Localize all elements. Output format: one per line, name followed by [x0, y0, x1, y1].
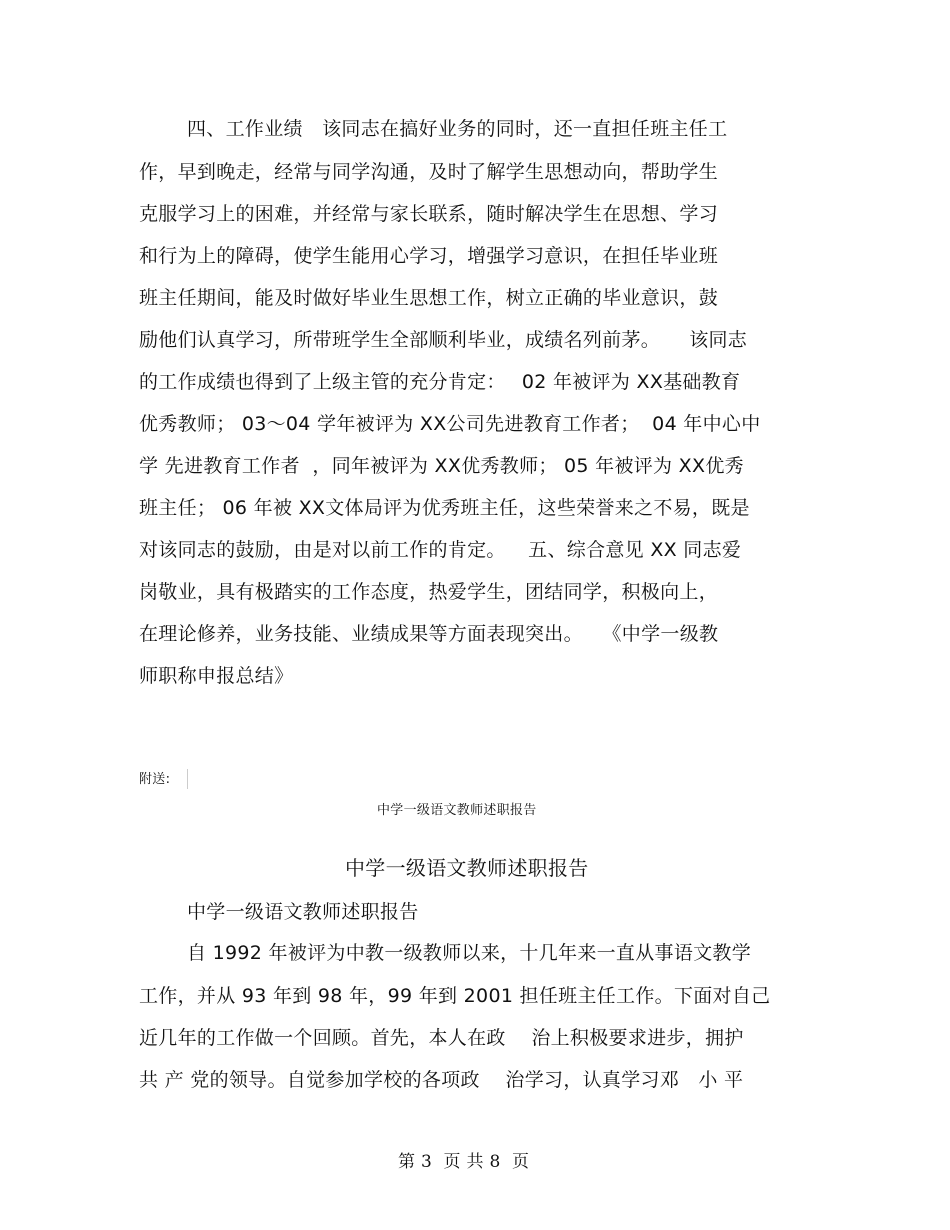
text-line: 自 1992 年被评为中教一级教师以来，十几年来一直从事语文教学 [187, 942, 752, 964]
text-line: 班主任期间，能及时做好毕业生思想工作，树立正确的毕业意识，鼓 [139, 287, 719, 309]
attachment-divider [187, 769, 188, 789]
text-line: 近几年的工作做一个回顾。首先，本人在政 治上积极要求进步，拥护 [139, 1027, 744, 1049]
text-line: 优秀教师； 03～04 学年被评为 XX公司先进教育工作者； 04 年中心中 [139, 413, 761, 435]
text-line: 和行为上的障碍，使学生能用心学习，增强学习意识，在担任毕业班 [139, 245, 719, 267]
text-line: 四、工作业绩 该同志在搞好业务的同时，还一直担任班主任工 [187, 118, 728, 140]
page-indicator: 第 3 页 共 8 页 [398, 1152, 530, 1172]
text-line: 克服学习上的困难，并经常与家长联系，随时解决学生在思想、学习 [139, 203, 719, 225]
text-line: 作，早到晚走，经常与同学沟通，及时了解学生思想动向，帮助学生 [139, 161, 719, 183]
text-line: 共 产 党的领导。自觉参加学校的各项政 治学习，认真学习邓 小 平 [139, 1069, 744, 1091]
text-line: 岗敬业，具有极踏实的工作态度，热爱学生，团结同学，积极向上， [139, 581, 719, 603]
text-line: 的工作成绩也得到了上级主管的充分肯定： 02 年被评为 XX基础教育 [139, 371, 741, 393]
text-line: 在理论修养，业务技能、业绩成果等方面表现突出。 《中学一级教 [139, 623, 719, 645]
text-line: 学 先进教育工作者 ，同年被评为 XX优秀教师； 05 年被评为 XX优秀 [139, 455, 744, 477]
report-heading: 中学一级语文教师述职报告 [187, 901, 419, 923]
text-line: 励他们认真学习，所带班学生全部顺利毕业，成绩名列前茅。 该同志 [139, 329, 748, 351]
text-line: 师职称申报总结》 [139, 665, 294, 687]
attachment-label: 附送: [139, 772, 171, 787]
text-line: 对该同志的鼓励，由是对以前工作的肯定。 五、综合意见 XX 同志爱 [139, 539, 742, 561]
text-line: 工作，并从 93 年到 98 年，99 年到 2001 担任班主任工作。下面对自己 [139, 985, 771, 1007]
report-title: 中学一级语文教师述职报告 [345, 856, 589, 880]
text-line: 班主任； 06 年被 XX文体局评为优秀班主任，这些荣誉来之不易，既是 [139, 497, 750, 519]
attachment-subtitle: 中学一级语文教师述职报告 [377, 803, 537, 818]
